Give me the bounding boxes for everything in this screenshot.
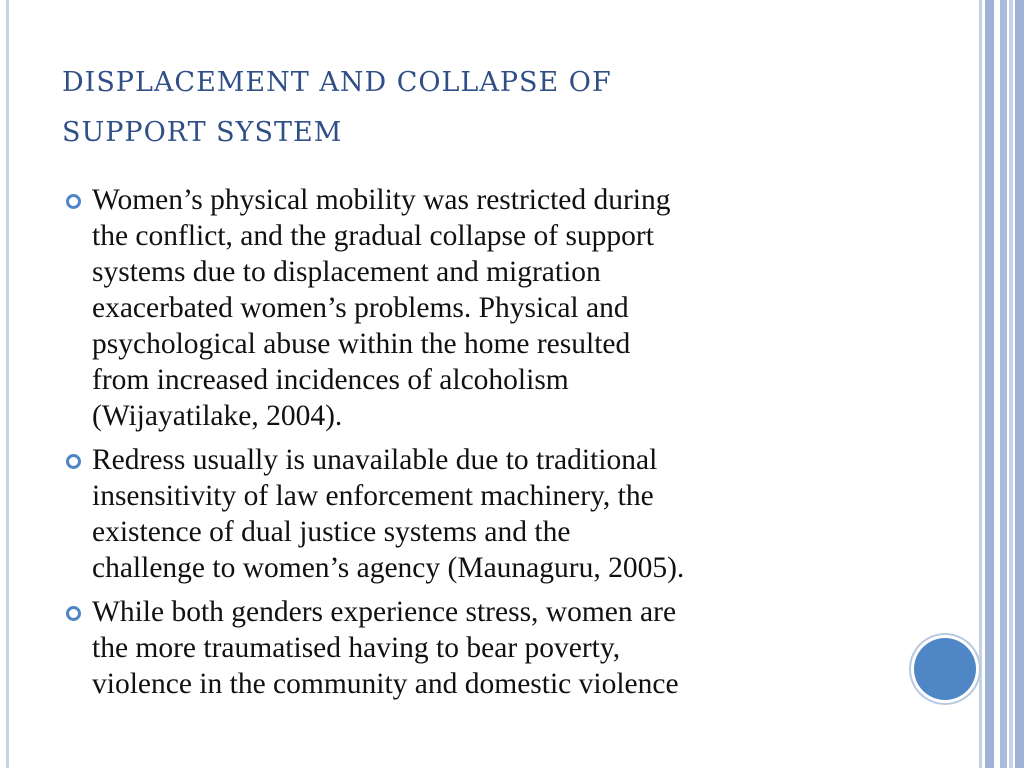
bullet-line: insensitivity of law enforcement machinery, the [92,480,654,512]
right-stripe [1015,0,1024,768]
bullet-line: from increased incidences of alcoholism [92,364,569,396]
bullet-circle-icon [66,194,81,209]
bullet-line: systems due to displacement and migration [92,256,601,288]
bullet-circle-icon [66,454,81,469]
bullet-line: Redress usually is unavailable due to traditional [92,444,658,476]
bullet-line: the more traumatised having to bear poverty, [92,632,621,664]
right-stripe [1009,0,1013,768]
slide-title [62,58,822,158]
bullet-line: existence of dual justice systems and the [92,516,571,548]
title-line: DISPLACEMENT AND COLLAPSE OF [62,67,612,98]
bullet-line: exacerbated women’s problems. Physical and [92,292,629,324]
bullet-item [60,442,890,586]
left-border-line [6,0,9,768]
bullet-line: While both genders experience stress, women are [92,596,677,628]
bullet-line: Women’s physical mobility was restricted during [92,184,671,216]
right-stripe [1000,0,1007,768]
bullet-line: psychological abuse within the home resulted [92,328,631,360]
right-stripe [985,0,994,768]
bullet-line: the conflict, and the gradual collapse of support [92,220,654,252]
bullet-circle-icon [66,606,81,621]
bullet-list [60,182,890,710]
title-line: SUPPORT SYSTEM [62,117,343,148]
bullet-item [60,594,890,702]
bullet-line: violence in the community and domestic violence [92,668,679,700]
bullet-line: (Wijayatilake, 2004). [92,400,343,432]
decorative-circle-icon [914,638,976,700]
right-stripe [979,0,982,768]
bullet-item [60,182,890,434]
bullet-line: challenge to women’s agency (Maunaguru, 2005). [92,552,685,584]
